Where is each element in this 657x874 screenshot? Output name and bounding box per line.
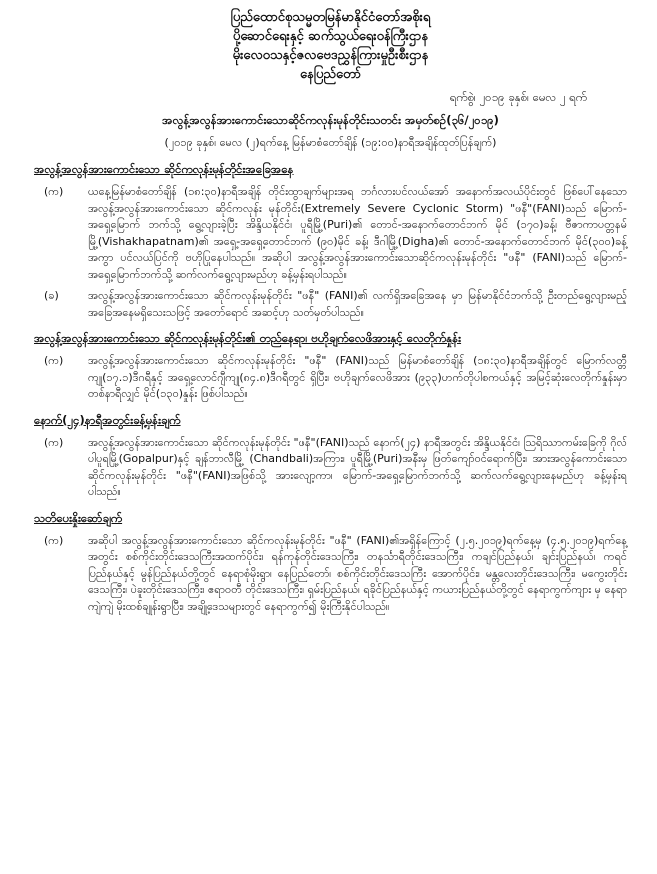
- letterhead: [34, 8, 627, 84]
- paragraph-marker: (က): [44, 185, 64, 198]
- bulletin-title: အလွန့်အလွန်အားကောင်းသောဆိုင်ကလုန်းမုန်တိုင်းသတင်း အမှတ်စဉ်(၃၆/၂၀၁၉): [162, 113, 499, 127]
- issue-time: (၂၀၁၉ ခုနှစ်၊ မေလ (၂)ရက်နေ့ မြန်မာစံတော်ချိန် (၁၉:၀၀)နာရီအချိန်ထုတ်ပြန်ချက်): [164, 136, 497, 149]
- paragraph: [34, 435, 627, 501]
- paragraph: [34, 184, 627, 283]
- document-date: ရက်စွဲ၊ ၂၀၁၉ ခုနှစ်၊ မေလ ၂ ရက်: [449, 90, 587, 104]
- paragraph: [34, 533, 627, 616]
- section-heading-warning: သတိပေးနှိုးဆော်ချက်: [34, 510, 123, 525]
- paragraph-text: အလွန့်အလွန်အားကောင်းသော ဆိုင်ကလုန်းမုန်တိုင်း "ဖနီ" (FANI)သည် မြန်မာစံတော်ချိန် (၁၈:၃၀)နာရီအချိန်တွင် မြောက်လတ္တီကျု(၁၇.၁)ဒီဂရီနှင့် အရှေ့လောင်ဂျီကျု(၈၄.၈)ဒီဂရီတွင် ရှိပြီး၊ ဗဟိုချက်လေဖိအား (၉၃၃)ဟက်တိုပါစကယ်နှင့် အမြင့်ဆုံးလေတိုက်နှုန်းမှာ တစ်နာရီလျှင် မိုင်(၁၃၀)နှုန်း ဖြစ်ပါသည်။: [88, 354, 627, 400]
- paragraph-marker: (က): [44, 533, 64, 547]
- letterhead-department: မိုးလေဝသနှင့်ဇလဗေဒညွှန်ကြားမှုဦးစီးဌာန: [232, 48, 429, 63]
- section-heading-position: အလွန့်အလွန်အားကောင်းသော ဆိုင်ကလုန်းမုန်တိုင်း၏ တည်နေရာ၊ ဗဟိုချက်လေဖိအားနှင့် လေတိုက်နှုန်း: [34, 331, 462, 345]
- paragraph: [34, 288, 627, 321]
- letterhead-ministry: ပို့ဆောင်ရေးနှင့် ဆက်သွယ်ရေးဝန်ကြီးဌာန: [232, 29, 429, 44]
- letterhead-location: နေပြည်တော်: [299, 67, 361, 82]
- paragraph-marker: (ခ): [44, 289, 59, 302]
- paragraph-text: အလွန့်အလွန်အားကောင်းသော ဆိုင်ကလုန်းမုန်တိုင်း "ဖနီ"(FANI)သည် နောက်(၂၄) နာရီအတွင်း အိန္ဒိယနိုင်ငံ၊ ဩရိဿာကမ်းခြေကို ဂိုလ်ပါပူရမြို့(Gopalpur)နှင့် ချန်ဘာလီမြို့ (Chandbali)အကြား၊ ပူရီမြို့(Puri)အနီးမှ ဖြတ်ကျော်ဝင်ရောက်ပြီး၊ အားအလွန်ကောင်းသော ဆိုင်ကလုန်းမုန်တိုင်း "ဖနီ"(FANI)အဖြစ်သို့ အားလျော့ကာ၊ မြောက်-အရှေ့မြောက်ဘက်သို့ ဆက်လက်ရွေ့လျားနေမည်ဟု ခန့်မှန်းရပါသည်။: [88, 435, 627, 498]
- paragraph-text: အလွန့်အလွန်အားကောင်းသော ဆိုင်ကလုန်းမုန်တိုင်း "ဖနီ" (FANI)၏ လက်ရှိအခြေအနေ မှာ မြန်မာနိုင်ငံဘက်သို့ ဦးတည်ရွေ့လျားမည့် အခြေအနေမရှိသေးသဖြင့် အတော်ရောင် အဆင့်ဟု သတ်မှတ်ပါသည်။: [88, 289, 627, 319]
- section-heading-status: အလွန့်အလွန်အားကောင်းသော ဆိုင်ကလုန်းမုန်တိုင်းအခြေအနေ: [34, 162, 294, 176]
- paragraph-text: ယနေ့မြန်မာစံတော်ချိန် (၁၈:၃၀)နာရီအချိန် တိုင်းထွာချက်များအရ ဘင်္ဂလားပင်လယ်အော် အနောက်အလယ်ပိုင်းတွင် ဖြစ်ပေါ်နေသော အလွန့်အလွန်အားကောင်းသော ဆိုင်ကလုန်း မုန်တိုင်း(Extremely Severe Cyclonic Storm) "ဖနီ"(FANI)သည် မြောက်-အရှေ့မြောက် ဘက်သို့ ရွေ့လျားခဲ့ပြီး အိန္ဒိယနိုင်ငံ၊ ပူရီမြို့(Puri)၏ တောင်-အနောက်တောင်ဘက် မိုင် (၁၇၀)ခန့်၊ ဗီဇာကာပတ္တနမ်မြို့(Vishakhapatnam)၏ အရှေ့-အရှေ့တောင်ဘက် (၉၀)မိုင် ခန့်၊ ဒီဂါမြို့(Digha)၏ တောင်-အနောက်တောင်ဘက် မိုင်(၃၀၀)ခန့်အကွာ ပင်လယ်ပြင်ကို ဗဟိုပြုနေပါသည်။ အဆိုပါ အလွန့်အလွန်အားကောင်းသောဆိုင်ကလုန်းမုန်တိုင်း "ဖနီ" (FANI)သည် မြောက်-အရှေ့မြောက်ဘက်သို့ ဆက်လက်ရွေ့လျားမည်ဟု ခန့်မှန်းရပါသည်။: [88, 185, 627, 281]
- paragraph-marker: (က): [44, 435, 64, 449]
- paragraph: [34, 353, 627, 403]
- paragraph-marker: (က): [44, 354, 64, 367]
- paragraph-text: အဆိုပါ အလွန့်အလွန်အားကောင်းသော ဆိုင်ကလုန်းမုန်တိုင်း "ဖနီ" (FANI)၏အရှိန်ကြောင့် (၂.၅.၂၀၁၉)ရက်နေ့မှ (၄.၅.၂၀၁၉)ရက်နေ့အတွင်း စစ်ကိုင်းတိုင်းဒေသကြီးအထက်ပိုင်း၊ ရန်ကုန်တိုင်းဒေသကြီး၊ တနင်္သာရီတိုင်းဒေသကြီး၊ ကချင်ပြည်နယ်၊ ချင်းပြည်နယ်၊ ကရင် ပြည်နယ်နှင့် မွန်ပြည်နယ်တို့တွင် နေရာစုံမိုးရွာ၊ နေပြည်တော်၊ စစ်ကိုင်းတိုင်းဒေသကြီး အောက်ပိုင်း၊ မန္တလေးတိုင်းဒေသကြီး၊ မကွေးတိုင်းဒေသကြီး၊ ပဲခူးတိုင်းဒေသကြီး၊ ဧရာဝတီ တိုင်းဒေသကြီး၊ ရှမ်းပြည်နယ်၊ ရခိုင်ပြည်နယ်နှင့် ကယားပြည်နယ်တို့တွင် နေရာကွက်ကျား မှ နေရာကျဲကျဲ မိုးထစ်ချုန်းရွာပြီး၊ အချို့ဒေသများတွင် နေရာကွက်၍ မိုးကြီးနိုင်ပါသည်။: [88, 533, 627, 613]
- section-heading-forecast: နောက်(၂၄)နာရီအတွင်းခန့်မှန်းချက်: [34, 412, 181, 427]
- letterhead-government: ပြည်ထောင်စုသမ္မတမြန်မာနိုင်ငံတော်အစိုးရ: [230, 10, 431, 25]
